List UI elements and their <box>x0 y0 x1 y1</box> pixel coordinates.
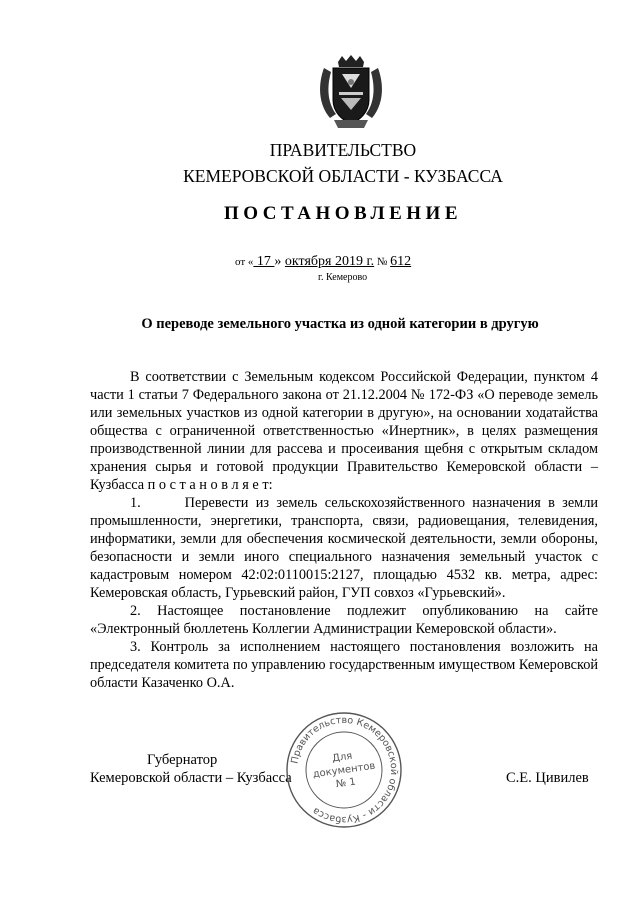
document-number: 612 <box>390 254 412 269</box>
intro-paragraph: В соответствии с Земельным кодексом Российской Федерации, пунктом 4 части 1 статьи 7 Федерального закона от 21.12.2004 № 172-ФЗ «О переводе земель или земельных участков из одной категории в другую», на основании ходатайства общества с ограниченной ответственностью «Инертник», в целях размещения производственной линии для рассева и просеивания щебня с открытым складом хранения сырья и готовой продукции Правительство Кемеровской области – Кузбасса п о с т а н о в л я е т: <box>90 369 598 493</box>
item-1-paragraph: 1. Перевести из земель сельскохозяйственного назначения в земли промышленности, энергетики, транспорта, связи, радиовещания, телевидения, информатики, земли для обеспечения космической деятельности, земли обороны, безопасности и земли иного специального назначения земельный участок с кадастровым номером 42:02:0110015:2127, площадью 4532 кв. метра, адрес: Кемеровская область, Гурьевский район, ГУП совхоз «Гурьевский». <box>90 495 598 601</box>
item-3-paragraph: 3. Контроль за исполнением настоящего постановления возложить на председателя комитета по управлению государственным имуществом Кемеровской области Казаченко О.А. <box>90 639 598 691</box>
stamp-line2: документов <box>312 760 377 781</box>
government-name-line2: КЕМЕРОВСКОЙ ОБЛАСТИ - КУЗБАССА <box>183 166 503 186</box>
date-mid: » <box>274 254 285 269</box>
date-prefix: от « <box>235 256 254 268</box>
stamp-line3: № 1 <box>335 776 357 791</box>
stamp-ring-text: Правительство Кемеровской области - Кузбасса <box>289 714 400 826</box>
signatory-title-line2: Кемеровской области – Кузбасса <box>90 770 292 786</box>
official-stamp <box>284 710 404 830</box>
document-body <box>90 368 598 692</box>
signatory-name: С.Е. Цивилев <box>506 770 589 786</box>
signatory-title-line1: Губернатор <box>147 752 218 768</box>
item-2-paragraph: 2. Настоящее постановление подлежит опубликованию на сайте «Электронный бюллетень Коллегии Администрации Кемеровской области». <box>90 603 598 637</box>
city-label: г. Кемерово <box>318 272 368 283</box>
government-name-line1: ПРАВИТЕЛЬСТВО <box>269 140 417 160</box>
date-number-line <box>235 254 411 270</box>
date-day: 17 <box>253 254 275 269</box>
number-sign: № <box>374 256 391 268</box>
coat-of-arms-emblem <box>316 54 386 130</box>
date-month-year: октября 2019 г. <box>284 254 375 269</box>
stamp-line1: Для <box>331 750 354 765</box>
document-title: ПОСТАНОВЛЕНИЕ <box>223 203 463 224</box>
document-subject: О переводе земельного участка из одной категории в другую <box>141 316 539 332</box>
